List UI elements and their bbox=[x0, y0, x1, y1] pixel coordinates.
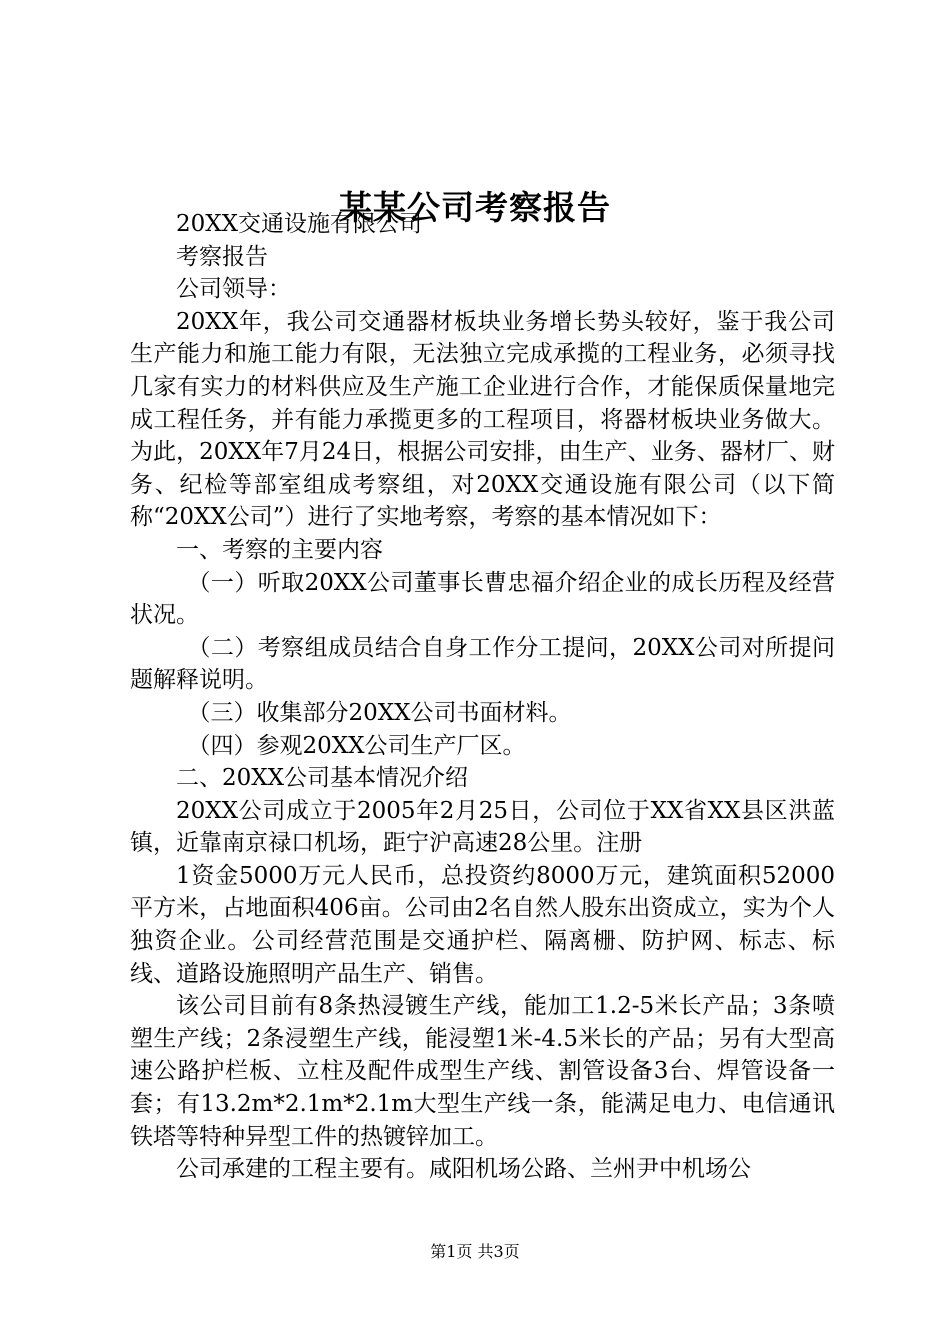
document-title: 某某公司考察报告 bbox=[339, 188, 611, 227]
document-body bbox=[130, 208, 835, 1186]
section-heading-1: 一、考察的主要内容 bbox=[176, 536, 383, 563]
paragraph-projects: 公司承建的工程主要有。咸阳机场公路、兰州尹中机场公 bbox=[176, 1156, 751, 1183]
paragraph-company-capital: 1资金5000万元人民币，总投资约8000万元，建筑面积52000平方米，占地面积406亩。公司由2名自然人股东出资成立，实为个人独资企业。公司经营范围是交通护栏、隔离栅、防护网、标志、标线、道路设施照明产品生产、销售。 bbox=[130, 862, 835, 987]
list-item-4: （四）参观20XX公司生产厂区。 bbox=[187, 732, 526, 759]
paragraph-company-founding: 20XX公司成立于2005年2月25日，公司位于XX省XX县区洪蓝镇，近靠南京禄口机场，距宁沪高速28公里。注册 bbox=[130, 797, 835, 857]
paragraph-intro: 20XX年，我公司交通器材板块业务增长势头较好，鉴于我公司生产能力和施工能力有限，无法独立完成承揽的工程业务，必须寻找几家有实力的材料供应及生产施工企业进行合作，才能保质保量地完成工程任务，并有能力承揽更多的工程项目，将器材板块业务做大。为此，20XX年7月24日，根据公司安排，由生产、业务、器材厂、财务、纪检等部室组成考察组，对20XX交通设施有限公司（以下简称“20XX公司”）进行了实地考察，考察的基本情况如下： bbox=[130, 308, 835, 531]
section-heading-2: 二、20XX公司基本情况介绍 bbox=[176, 765, 469, 792]
list-item-3: （三）收集部分20XX公司书面材料。 bbox=[187, 699, 572, 726]
paragraph-salutation: 公司领导： bbox=[176, 276, 291, 303]
paragraph-company-name: 20XX交通设施有限公司 bbox=[176, 211, 423, 237]
list-item-1: （一）听取20XX公司董事长曹忠福介绍企业的成长历程及经营状况。 bbox=[130, 569, 835, 629]
page-number: 第1页 共3页 bbox=[430, 1242, 520, 1261]
list-item-2: （二）考察组成员结合自身工作分工提问，20XX公司对所提问题解释说明。 bbox=[130, 634, 835, 694]
paragraph-production-lines: 该公司目前有8条热浸镀生产线，能加工1.2-5米长产品；3条喷塑生产线；2条浸塑生产线，能浸塑1米-4.5米长的产品；另有大型高速公路护栏板、立柱及配件成型生产线、割管设备3台、焊管设备一套；有13.2m*2.1m*2.1m大型生产线一条，能满足电力、电信通讯铁塔等特种异型工件的热镀锌加工。 bbox=[130, 993, 835, 1150]
paragraph-report-label: 考察报告 bbox=[176, 243, 268, 270]
